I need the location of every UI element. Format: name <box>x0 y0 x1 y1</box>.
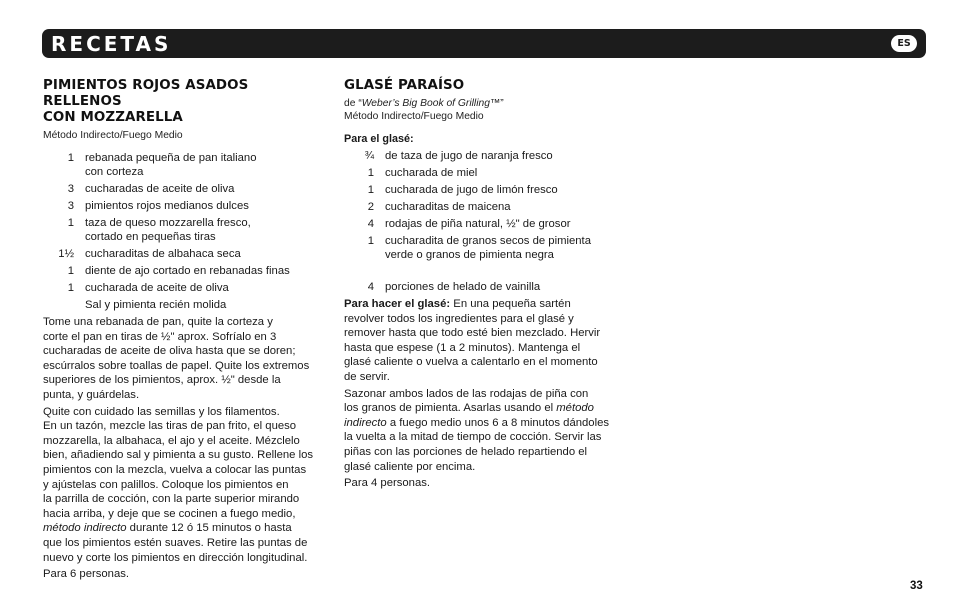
ingredient-item: 3 pimientos rojos medianos dulces <box>67 200 249 212</box>
ingredient-item: 1 cucharadita de granos secos de pimienta verde o granos de pimienta negra <box>367 235 591 261</box>
left-instructions-para2: Quite con cuidado las semillas y los filamentos. En un tazón, mezcle las tiras de pan frito, el queso mozzarella, la albahaca, el ajo y el aceite. Mézclelo bien, añadiendo sal y pimienta a su gusto. Rellene los pimientos con la mezcla, vuelva a colocar las puntas y ajústelas con palillos. Coloque los pimientos en la parrilla de cocción, con la parte superior mirando hacia arriba, y deje que se cocinen a fuego medio, método indirecto durante 12 ó 15 minutos o hasta que los pimientos estén suaves. Retire las puntas de nuevo y corte los pimientos en dirección longitudinal. <box>43 405 314 564</box>
left-recipe-method: Método Indirecto/Fuego Medio <box>43 130 183 141</box>
right-instructions-para2: Sazonar ambos lados de las rodajas de piña con los granos de pimienta. Asarlas usando el método indirecto a fuego medio unos 6 a 8 minutos dándoles la vuelta a la mitad de tiempo de cocción. Servir las piñas con las porciones de helado repartiendo el glasé caliente por encima. <box>344 387 610 473</box>
ingredient-item: 4 porciones de helado de vainilla <box>367 281 541 293</box>
page-number: 33 <box>910 580 923 592</box>
make-heading: Para hacer el glasé: <box>344 298 451 310</box>
left-instructions-para1: Tome una rebanada de pan, quite la corteza y corte el pan en tiras de ½" aprox. Sofríalo en 3 cucharadas de aceite de oliva hasta que se doren; escúrralos sobre toallas de papel. Quite los extremos superiores de los pimientos, aprox. ½" desde la punta, y guárdelas. <box>43 316 310 401</box>
right-recipe-title: GLASÉ PARAÍSO <box>344 78 465 93</box>
left-serves: Para 6 personas. <box>43 568 130 581</box>
ingredient-item: 1 cucharada de aceite de oliva <box>67 282 229 294</box>
ingredient-item: Sal y pimienta recién molida <box>85 299 227 311</box>
ingredient-item: 1 taza de queso mozzarella fresco, cortado en pequeñas tiras <box>67 217 251 243</box>
ingredient-item: 1 rebanada pequeña de pan italiano con corteza <box>67 152 257 178</box>
language-badge: ES <box>891 35 917 52</box>
right-serves: Para 4 personas. <box>344 477 431 490</box>
left-recipe <box>43 78 328 582</box>
right-ingredient-list <box>344 149 634 294</box>
section-title: RECETAS <box>51 32 172 56</box>
glaze-heading: Para el glasé: <box>344 133 414 145</box>
right-recipe-source: de “Weber’s Big Book of Grilling™” <box>344 98 504 109</box>
ingredient-item: 1 diente de ajo cortado en rebanadas finas <box>67 265 290 277</box>
ingredient-item: 1 cucharada de miel <box>367 167 478 179</box>
section-header-bar <box>42 29 926 58</box>
left-recipe-title: PIMIENTOS ROJOS ASADOS RELLENOS CON MOZZARELLA <box>43 78 249 125</box>
right-instructions-para1: Para hacer el glasé: En una pequeña sartén revolver todos los ingredientes para el glasé y remover hasta que todo esté bien mezclado. Hervir hasta que espese (1 a 2 minutos). Mantenga el glasé caliente o vuelva a calentarlo en el momento de servir. <box>344 298 601 383</box>
ingredient-item: 1 cucharada de jugo de limón fresco <box>367 184 558 196</box>
right-recipe <box>344 78 634 491</box>
ingredient-item: 4 rodajas de piña natural, ½" de grosor <box>367 218 571 230</box>
ingredient-item: 3 cucharadas de aceite de oliva <box>67 183 235 195</box>
ingredient-item: 1½ cucharaditas de albahaca seca <box>58 248 241 260</box>
ingredient-item: ¾ de taza de jugo de naranja fresco <box>364 150 553 162</box>
left-ingredient-list <box>43 151 328 312</box>
right-recipe-method: Método Indirecto/Fuego Medio <box>344 111 484 122</box>
ingredient-item: 2 cucharaditas de maicena <box>367 201 511 213</box>
